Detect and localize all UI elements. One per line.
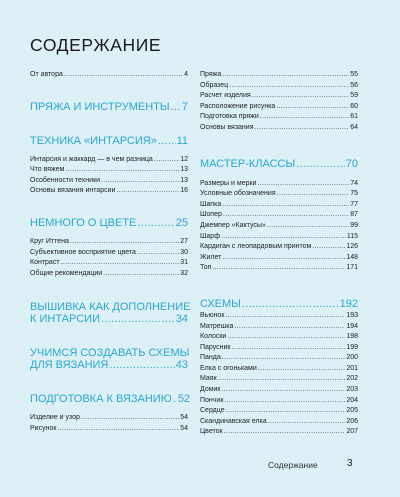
toc-entry-title: Основы вязания: [200, 123, 254, 131]
toc-entry[interactable]: [30, 413, 188, 424]
toc-entry[interactable]: [200, 374, 358, 385]
toc-section-charts[interactable]: [200, 298, 358, 310]
toc-entry-page: 201: [346, 364, 358, 372]
section-title-line2: К ИНТАРСИИ: [30, 313, 100, 326]
toc-entry[interactable]: [30, 258, 188, 269]
leader-dots: [158, 135, 176, 147]
toc-entry-title: Круг Иттена: [30, 237, 69, 245]
toc-section-masterclasses[interactable]: [200, 158, 358, 170]
toc-entry[interactable]: [200, 385, 358, 396]
toc-entry[interactable]: [200, 200, 358, 211]
leader-dots: [276, 102, 349, 113]
toc-section-intarsia[interactable]: [30, 135, 188, 147]
leader-dots: [255, 123, 350, 134]
toc-section-prep[interactable]: [30, 393, 191, 406]
leader-dots: [277, 189, 350, 200]
toc-entry-page: 202: [346, 375, 358, 383]
section-title-line1: ВЫШИВКА КАК ДОПОЛНЕНИЕ: [30, 301, 191, 314]
toc-entry-title: Что вяжем: [30, 166, 65, 174]
section-page: 192: [339, 297, 358, 310]
section-page: 43: [175, 359, 188, 372]
toc-entry-page: 77: [350, 200, 358, 208]
toc-entry-page: 74: [350, 179, 358, 187]
toc-entry[interactable]: [200, 102, 358, 113]
toc-entry-title: Подготовка пряжи: [200, 113, 259, 121]
toc-entry-page: 54: [180, 424, 188, 432]
toc-entry-page: 16: [180, 187, 188, 195]
toc-entry-page: 193: [346, 311, 358, 319]
leader-dots: [222, 70, 349, 81]
toc-entry[interactable]: [200, 396, 358, 407]
toc-entry-title: Изделие и узор: [30, 414, 80, 422]
toc-list-masterclasses: [200, 179, 358, 274]
toc-entry-title: Панда: [200, 354, 221, 362]
toc-entry[interactable]: [30, 176, 188, 187]
toc-entry-title: Вьюнок: [200, 311, 225, 319]
toc-entry-title: Сердце: [200, 407, 225, 415]
leader-dots: [101, 313, 175, 325]
section-page: 34: [175, 313, 188, 326]
running-footer-label: Содержание: [268, 460, 318, 470]
toc-entry[interactable]: [200, 123, 358, 134]
leader-dots: [226, 406, 346, 417]
leader-dots: [101, 176, 179, 187]
toc-entry-page: 61: [350, 113, 358, 121]
toc-entry[interactable]: [200, 221, 358, 232]
toc-section-color[interactable]: [30, 217, 188, 229]
toc-entry-title: Расчет изделия: [200, 92, 251, 100]
toc-entry-page: 99: [350, 221, 358, 229]
toc-entry-page: 199: [346, 343, 358, 351]
toc-entry-title: Джемпер «Кактусы»: [200, 221, 266, 229]
toc-entry-page: 198: [346, 333, 358, 341]
toc-entry[interactable]: [200, 70, 358, 81]
toc-entry-title: Парусник: [200, 343, 231, 351]
toc-left-column: [30, 70, 191, 435]
toc-entry-page: 55: [350, 71, 358, 78]
toc-entry[interactable]: [200, 112, 358, 123]
leader-dots: [212, 263, 345, 274]
leader-dots: [222, 253, 345, 264]
toc-entry-title: От автора: [30, 71, 63, 78]
toc-entry-page: 75: [350, 190, 358, 198]
toc-entry[interactable]: [200, 179, 358, 190]
leader-dots: [171, 101, 181, 113]
section-title: НЕМНОГО О ЦВЕТЕ: [30, 216, 137, 229]
leader-dots: [296, 158, 345, 170]
leader-dots: [222, 353, 346, 364]
toc-entry-page: 4: [184, 71, 188, 78]
leader-dots: [252, 91, 349, 102]
toc-entry[interactable]: [200, 210, 358, 221]
leader-dots: [242, 298, 339, 310]
leader-dots: [260, 112, 349, 123]
toc-entry[interactable]: [200, 189, 358, 200]
toc-entry-title: Колоски: [200, 333, 227, 341]
section-page: 7: [181, 100, 188, 113]
section-page: 25: [175, 216, 188, 229]
leader-dots: [64, 70, 183, 81]
toc-entry-title: Пряжа: [200, 71, 222, 78]
toc-entry[interactable]: [30, 186, 188, 197]
toc-entry-title: Шарф: [200, 232, 220, 240]
toc-entry-title: Топ: [200, 264, 212, 272]
toc-entry-page: 64: [350, 123, 358, 131]
leader-dots: [234, 322, 345, 333]
leader-dots: [258, 364, 346, 375]
toc-entry-page: 59: [350, 92, 358, 100]
toc-entry[interactable]: [200, 81, 358, 92]
toc-entry[interactable]: [30, 269, 188, 280]
leader-dots: [221, 232, 346, 243]
section-title: ТЕХНИКА «ИНТАРСИЯ»: [30, 134, 157, 147]
toc-entry[interactable]: [200, 343, 358, 354]
section-title: ПОДГОТОВКА К ВЯЗАНИЮ: [30, 393, 172, 406]
leader-dots: [137, 248, 179, 259]
toc-entry[interactable]: [200, 232, 358, 243]
leader-dots: [268, 417, 346, 428]
toc-entry-title: Расположение рисунка: [200, 102, 276, 110]
toc-entry-title: Маяк: [200, 375, 217, 383]
toc-entry[interactable]: [200, 253, 358, 264]
section-title: ПРЯЖА И ИНСТРУМЕНТЫ: [30, 100, 170, 113]
section-page: 52: [177, 393, 191, 406]
toc-list-intarsia: [30, 155, 188, 197]
toc-entry-page: 205: [346, 407, 358, 415]
toc-entry-title: Интарсия и жаккард — в чем разница: [30, 155, 153, 163]
toc-entry-title: Скандинавская елка: [200, 417, 267, 425]
toc-entry[interactable]: [200, 406, 358, 417]
section-title-line1: УЧИМСЯ СОЗДАВАТЬ СХЕМЫ: [30, 347, 190, 360]
toc-entry-title: Контраст: [30, 259, 60, 267]
toc-entry-page: 87: [350, 211, 358, 219]
toc-entry[interactable]: [30, 165, 188, 176]
toc-entry[interactable]: [200, 91, 358, 102]
toc-entry[interactable]: [200, 242, 358, 253]
toc-entry[interactable]: [200, 322, 358, 333]
toc-section-embroidery[interactable]: [30, 301, 191, 326]
leader-dots: [229, 81, 349, 92]
toc-entry-page: 200: [346, 354, 358, 362]
leader-dots: [173, 393, 177, 405]
toc-entry[interactable]: [200, 417, 358, 428]
leader-dots: [257, 179, 349, 190]
leader-dots: [57, 424, 179, 435]
toc-list-charts: [200, 311, 358, 438]
toc-entry-from-author[interactable]: [30, 70, 188, 81]
toc-list-prep-continued: [200, 70, 358, 134]
leader-dots: [224, 396, 345, 407]
leader-dots: [116, 186, 179, 197]
toc-entry-title: Образец: [200, 81, 229, 89]
toc-entry-page: 32: [180, 269, 188, 277]
toc-entry[interactable]: [30, 248, 188, 259]
toc-entry-title: Условные обозначения: [200, 190, 276, 198]
leader-dots: [267, 221, 349, 232]
toc-entry-title: Шапка: [200, 200, 222, 208]
toc-entry-page: 126: [346, 243, 358, 251]
toc-entry-title: Елка с огоньками: [200, 364, 257, 372]
toc-section-yarn[interactable]: [30, 101, 188, 113]
page-number: 3: [347, 458, 353, 469]
toc-entry-page: 12: [180, 155, 188, 163]
toc-entry[interactable]: [200, 263, 358, 274]
toc-entry[interactable]: [30, 237, 188, 248]
section-title: СХЕМЫ: [200, 297, 241, 310]
toc-entry-page: 13: [180, 166, 188, 174]
toc-entry-title: Домик: [200, 386, 221, 394]
leader-dots: [65, 165, 179, 176]
section-title: МАСТЕР-КЛАССЫ: [200, 157, 296, 170]
leader-dots: [109, 359, 174, 371]
leader-dots: [224, 427, 346, 438]
toc-entry-page: 204: [346, 396, 358, 404]
leader-dots: [225, 311, 345, 322]
toc-entry-title: Размеры и мерки: [200, 179, 257, 187]
leader-dots: [222, 385, 346, 396]
toc-entry-title: Жилет: [200, 253, 222, 261]
toc-entry-title: Основы вязания интарсии: [30, 187, 116, 195]
toc-entry-page: 206: [346, 417, 358, 425]
leader-dots: [227, 332, 345, 343]
toc-list-prep: [30, 413, 188, 434]
toc-entry[interactable]: [200, 311, 358, 322]
toc-entry-page: 13: [180, 176, 188, 184]
leader-dots: [154, 155, 179, 166]
leader-dots: [103, 269, 179, 280]
toc-entry-title: Матрешка: [200, 322, 234, 330]
toc-entry-page: 54: [180, 414, 188, 422]
toc-entry[interactable]: [200, 353, 358, 364]
page-title: СОДЕРЖАНИЕ: [30, 35, 162, 55]
toc-entry-title: Пончик: [200, 396, 224, 404]
section-page: 70: [345, 157, 358, 170]
toc-entry-page: 31: [180, 259, 188, 267]
leader-dots: [61, 258, 180, 269]
toc-entry-page: 115: [346, 232, 358, 240]
toc-entry-page: 203: [346, 386, 358, 394]
toc-section-schemes[interactable]: [30, 347, 188, 371]
leader-dots: [137, 217, 174, 229]
toc-entry[interactable]: [200, 332, 358, 343]
toc-entry-page: 207: [346, 428, 358, 436]
toc-entry[interactable]: [30, 424, 188, 435]
toc-entry-title: Субъективное восприятие цвета: [30, 248, 136, 256]
toc-entry-title: Рисунок: [30, 424, 57, 432]
section-page: 11: [176, 134, 188, 147]
toc-entry-page: 56: [350, 81, 358, 89]
toc-entry-title: Кардиган с леопардовым принтом: [200, 243, 312, 251]
toc-entry-page: 194: [346, 322, 358, 330]
toc-entry-title: Шопер: [200, 211, 222, 219]
toc-entry[interactable]: [200, 364, 358, 375]
toc-entry-page: 171: [346, 264, 358, 272]
section-title-line2: ДЛЯ ВЯЗАНИЯ: [30, 359, 109, 372]
leader-dots: [70, 237, 179, 248]
leader-dots: [223, 210, 349, 221]
toc-right-column: [200, 70, 358, 438]
toc-entry[interactable]: [200, 427, 358, 438]
leader-dots: [312, 242, 345, 253]
toc-entry-page: 30: [180, 248, 188, 256]
leader-dots: [222, 200, 349, 211]
toc-entry-page: 60: [350, 102, 358, 110]
toc-entry-page: 27: [180, 237, 188, 245]
toc-list-color: [30, 237, 188, 279]
leader-dots: [218, 374, 346, 385]
toc-entry-title: Особенности техники: [30, 176, 101, 184]
toc-entry-title: Цветок: [200, 428, 223, 436]
toc-entry-page: 148: [346, 253, 358, 261]
leader-dots: [232, 343, 346, 354]
toc-entry[interactable]: [30, 155, 188, 166]
toc-entry-title: Общие рекомендации: [30, 269, 103, 277]
leader-dots: [81, 413, 179, 424]
